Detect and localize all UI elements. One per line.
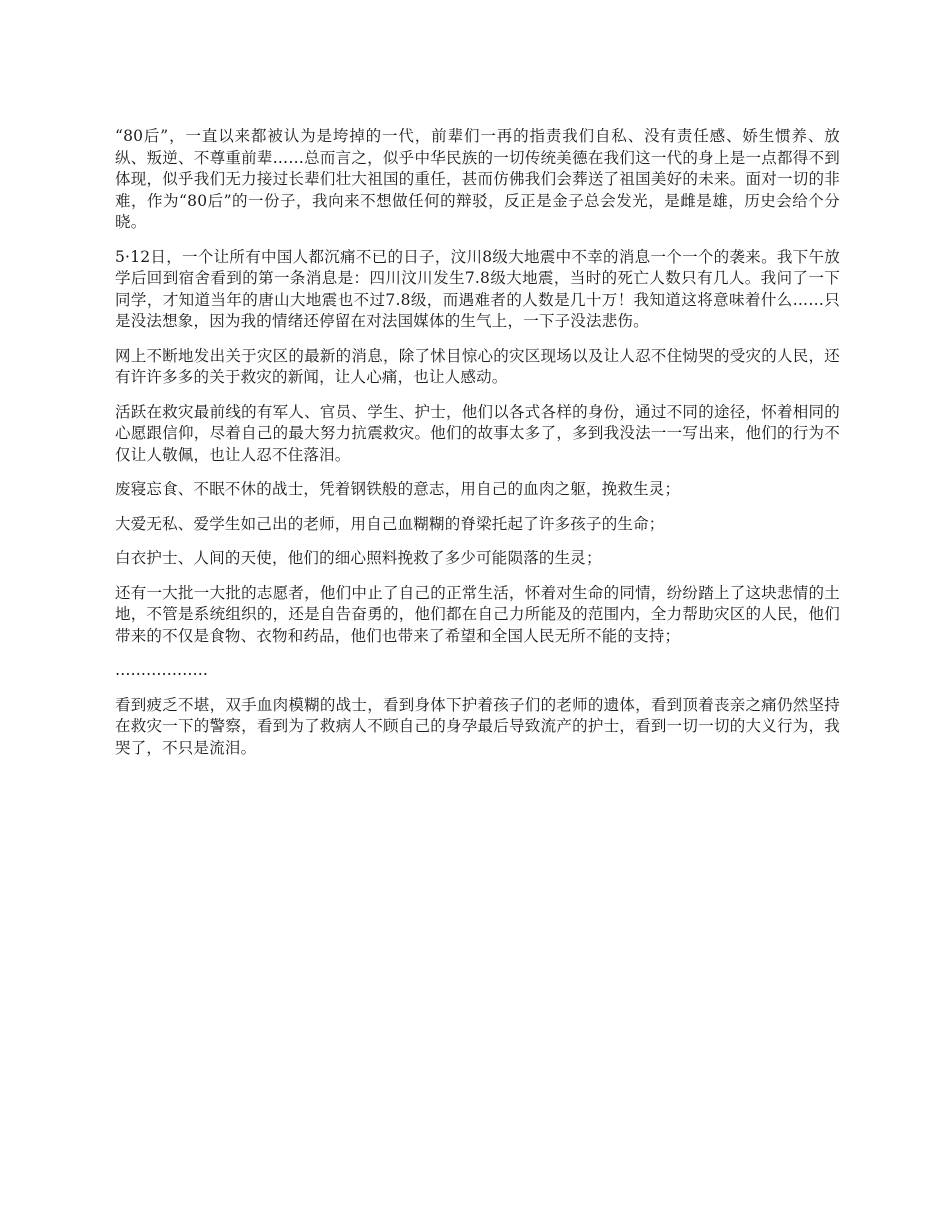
paragraph-frontline-rescuers: 活跃在救灾最前线的有军人、官员、学生、护士，他们以各式各样的身份，通过不同的途径，怀着相同的心愿跟信仰，尽着自己的最大努力抗震救灾。他们的故事太多了，多到我没法一一写出来，他们的行为不仅让人敬佩，也让人忍不住落泪。 xyxy=(115,402,840,464)
paragraph-80s-generation: “80后”，一直以来都被认为是垮掉的一代，前辈们一再的指责我们自私、没有责任感、娇生惯养、放纵、叛逆、不尊重前辈……总而言之，似乎中华民族的一切传统美德在我们这一代的身上是一点都得不到体现，似乎我们无力接过长辈们壮大祖国的重任，甚而仿佛我们会葬送了祖国美好的未来。面对一切的非难，作为“80后”的一份子，我向来不想做任何的辩驳，反正是金子总会发光，是雌是雄，历史会给个分晓。 xyxy=(115,127,840,231)
paragraph-512-earthquake: 5·12日，一个让所有中国人都沉痛不已的日子，汶川8级大地震中不幸的消息一个一个的袭来。我下午放学后回到宿舍看到的第一条消息是：四川汶川发生7.8级大地震，当时的死亡人数只有几人。我问了一下同学，才知道当年的唐山大地震也不过7.8级，而遇难者的人数是几十万！我知道这将意味着什么……只是没法想象，因为我的情绪还停留在对法国媒体的生气上，一下子没法悲伤。 xyxy=(115,247,840,330)
paragraph-soldiers: 废寝忘食、不眠不休的战士，凭着钢铁般的意志，用自己的血肉之躯，挽救生灵； xyxy=(115,480,681,498)
paragraph-teachers: 大爱无私、爱学生如己出的老师，用自己血糊糊的脊梁托起了许多孩子的生命； xyxy=(115,514,665,533)
paragraph-conclusion: 看到疲乏不堪，双手血肉模糊的战士，看到身体下护着孩子们的老师的遗体，看到顶着丧亲之痛仍然坚持在救灾一下的警察，看到为了救病人不顾自己的身孕最后导致流产的护士，看到一切一切的大义行为，我哭了，不只是流泪。 xyxy=(115,695,840,757)
paragraph-online-news: 网上不断地发出关于灾区的最新的消息，除了怵目惊心的灾区现场以及让人忍不住恸哭的受灾的人民，还有许许多多的关于救灾的新闻，让人心痛，也让人感动。 xyxy=(115,346,840,386)
paragraph-nurses: 白衣护士、人间的天使，他们的细心照料挽救了多少可能陨落的生灵； xyxy=(115,549,602,567)
paragraph-ellipsis-separator: ……………… xyxy=(115,661,208,679)
document-body xyxy=(115,126,840,772)
paragraph-volunteers: 还有一大批一大批的志愿者，他们中止了自己的正常生活，怀着对生命的同情，纷纷踏上了这块悲情的土地，不管是系统组织的，还是自告奋勇的，他们都在自己力所能及的范围内，全力帮助灾区的人民，他们带来的不仅是食物、衣物和药品，他们也带来了希望和全国人民无所不能的支持； xyxy=(115,583,840,645)
